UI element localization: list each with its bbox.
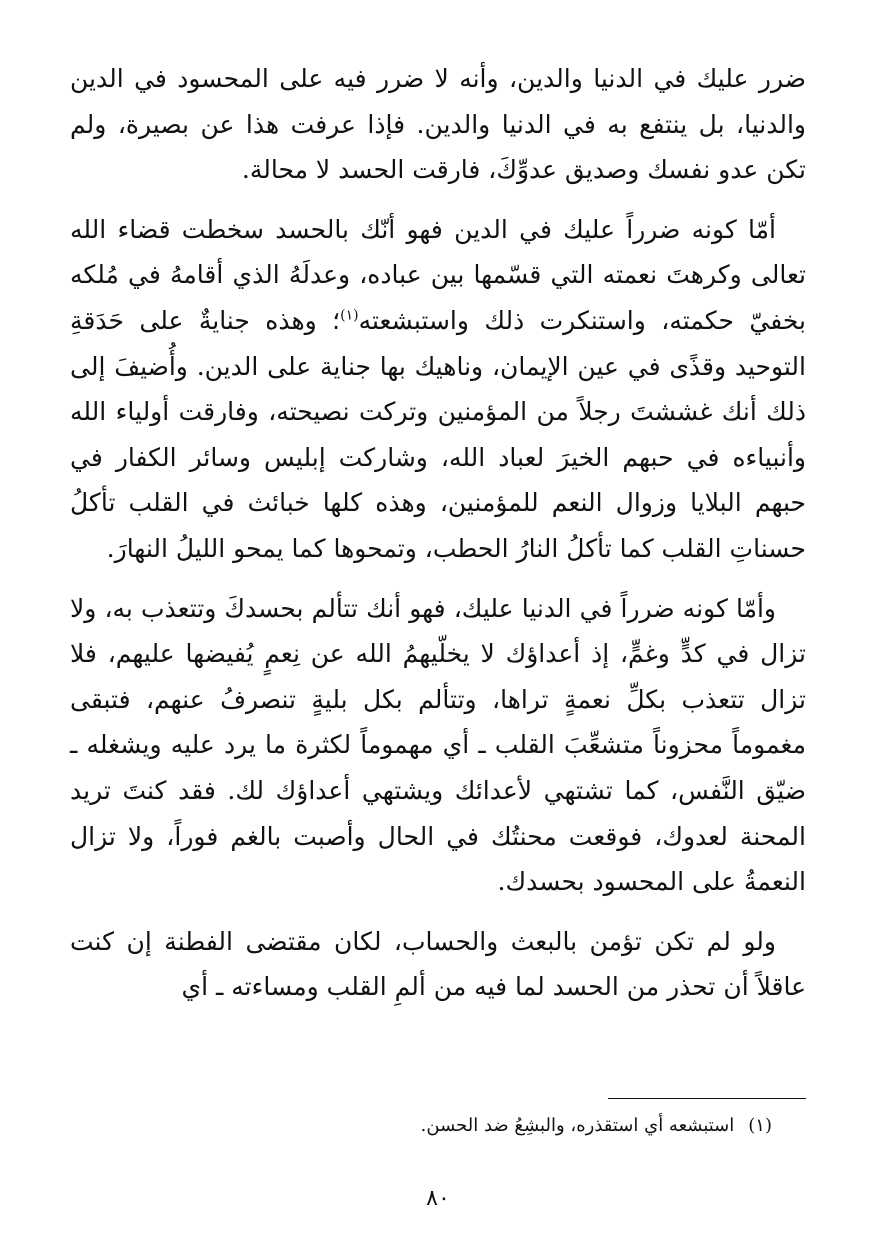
page-number: ٨٠ <box>426 1186 450 1211</box>
paragraph-2-text-a: أمّا كونه ضرراً عليك في الدين فهو أنّك بالحسد سخطت قضاء الله تعالى وكرهتَ نعمته التي قسّمها بين عباده، وعدلَهُ الذي أقامهُ في مُلكه بخفيّ حكمته، واستنكرت ذلك واستبشعته <box>70 214 806 335</box>
page-body <box>70 56 806 1024</box>
footnote-number: (١) <box>748 1115 772 1136</box>
footnote <box>200 1112 772 1140</box>
footnote-divider <box>608 1098 806 1099</box>
paragraph-2-text-b: ؛ وهذه جنايةٌ على حَدَقةِ التوحيد وقذًى في عين الإيمان، وناهيك بها جناية على الدين. وأُضيفَ إلى ذلك أنك غششتَ رجلاً من المؤمنين وتركت نصيحته، وفارقت أولياء الله وأنبياءه في حبهم الخيرَ لعباد الله، وشاركت إبليس وسائر الكفار في حبهم البلايا وزوال النعم للمؤمنين، وهذه كلها خبائث في القلب تأكلُ حسناتِ القلب كما تأكلُ النارُ الحطب، وتمحوها كما يمحو الليلُ النهارَ. <box>70 305 806 563</box>
paragraph-3: وأمّا كونه ضرراً في الدنيا عليك، فهو أنك تتألم بحسدكَ وتتعذب به، ولا تزال في كدٍّ وغمٍّ، إذ أعداؤك لا يخلّيهمُ الله عن نِعمٍ يُفيضها عليهم، فلا تزال تتعذب بكلِّ نعمةٍ تراها، وتتألم بكل بليةٍ تنصرفُ عنهم، فتبقى مغموماً محزوناً متشعِّبَ القلب ـ أي مهموماً لكثرة ما يرد عليه ويشغله ـ ضيّق النَّفس، كما تشتهي لأعدائك ويشتهي أعداؤك لك. فقد كنتَ تريد المحنة لعدوك، فوقعت محنتُك في الحال وأصبت بالغم فوراً، ولا تزال النعمةُ على المحسود بحسدك. <box>70 593 806 897</box>
paragraph-4: ولو لم تكن تؤمن بالبعث والحساب، لكان مقتضى الفطنة إن كنت عاقلاً أن تحذر من الحسد لما فيه من ألمِ القلب ومساءته ـ أي <box>70 926 806 1002</box>
footnote-text: استبشعه أي استقذره، والبشِعُ ضد الحسن. <box>420 1115 735 1136</box>
paragraph-1: ضرر عليك في الدنيا والدين، وأنه لا ضرر فيه على المحسود في الدين والدنيا، بل ينتفع به في الدنيا والدين. فإذا عرفت هذا عن بصيرة، ولم تكن عدو نفسك وصديق عدوِّكَ، فارقت الحسد لا محالة. <box>70 64 806 185</box>
footnote-marker[interactable]: (١) <box>340 307 359 324</box>
paragraph-2 <box>70 207 806 572</box>
